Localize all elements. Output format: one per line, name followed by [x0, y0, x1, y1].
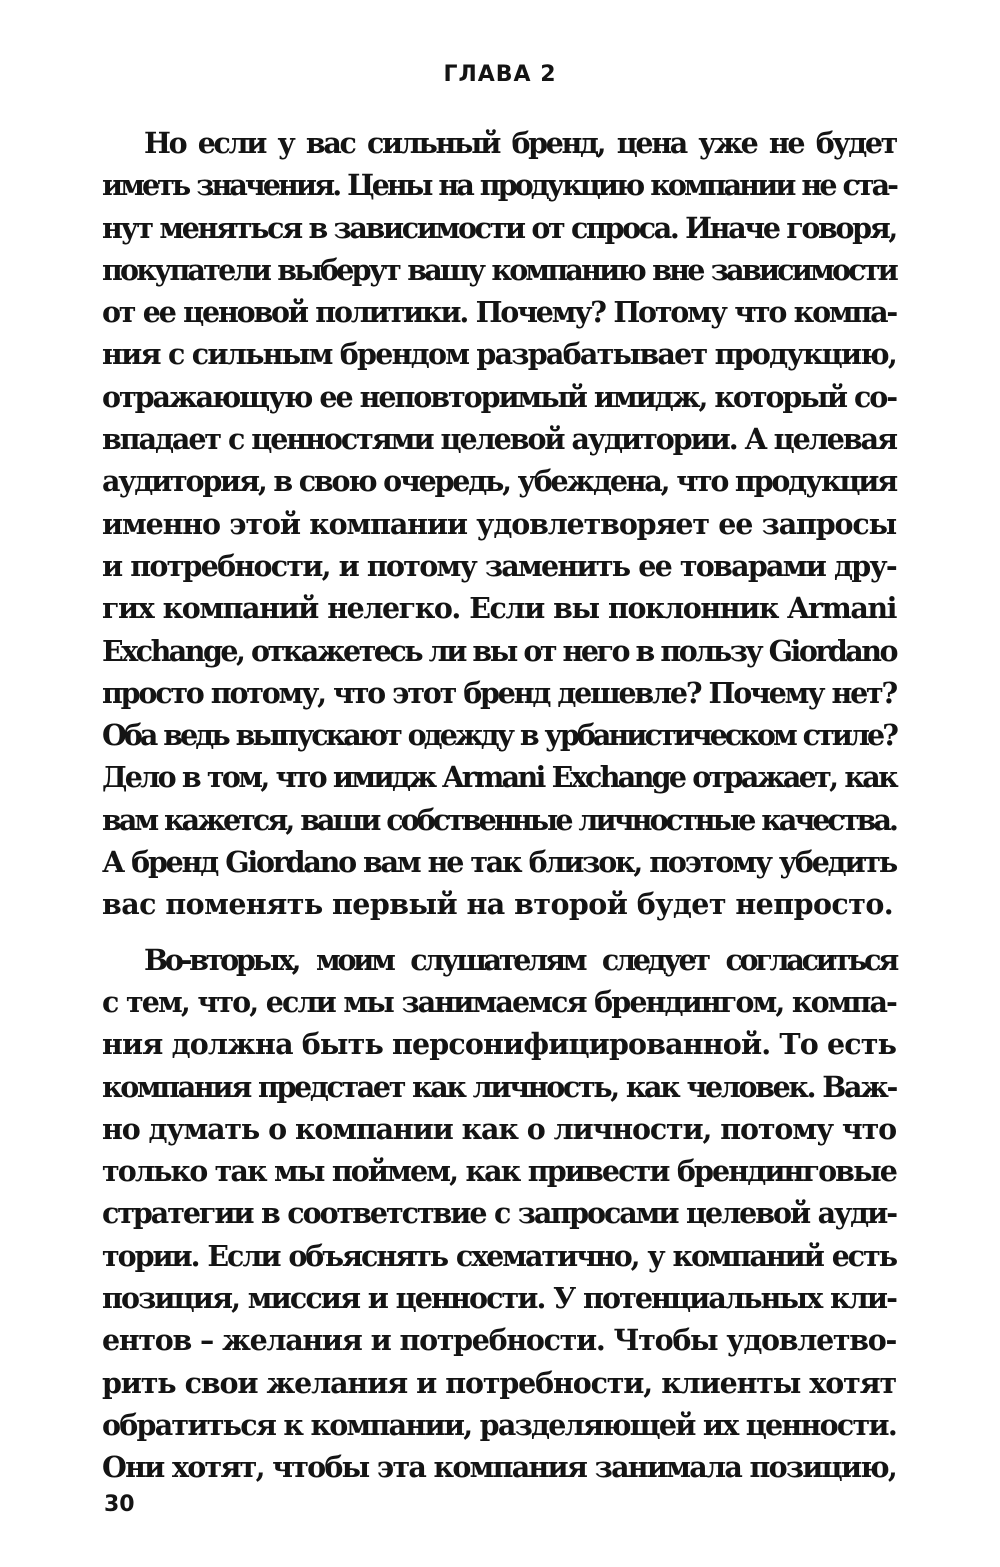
text-line: обратиться к компании, разделяющей их ценности.	[102, 1407, 896, 1442]
text-line: ния должна быть персонифицированной. То есть	[102, 1027, 897, 1062]
text-line: Они хотят, чтобы эта компания занимала позицию,	[102, 1450, 896, 1485]
text-line: только так мы поймем, как привести брендинговые	[102, 1154, 896, 1189]
text-line: от ее ценовой политики. Почему? Потому что компа-	[102, 295, 896, 330]
paragraph-2	[102, 939, 896, 1489]
page-number: 30	[104, 1492, 135, 1517]
text-line: впадает с ценностями целевой аудитории. А целевая	[102, 422, 896, 457]
text-line: ния с сильным брендом разрабатывает продукцию,	[102, 337, 897, 372]
text-line: отражающую ее неповторимый имидж, который со-	[102, 379, 896, 414]
text-line: ентов – желания и потребности. Чтобы удовлетво-	[102, 1323, 896, 1358]
text-line: иметь значения. Цены на продукцию компании не ста-	[102, 168, 896, 203]
text-line: аудитория, в свою очередь, убеждена, что продукция	[102, 464, 896, 499]
text-line: нут меняться в зависимости от спроса. Иначе говоря,	[102, 210, 896, 245]
text-line: вас поменять первый на второй будет непросто.	[102, 887, 894, 922]
text-line: позиция, миссия и ценности. У потенциальных кли-	[102, 1281, 896, 1316]
text-line: Но если у вас сильный бренд, цена уже не будет	[144, 126, 896, 160]
text-line: рить свои желания и потребности, клиенты хотят	[102, 1365, 896, 1400]
text-line: покупатели выберут вашу компанию вне зависимости	[102, 252, 896, 287]
text-line: тории. Если объяснять схематично, у компаний есть	[102, 1238, 896, 1273]
text-line: но думать о компании как о личности, потому что	[102, 1111, 896, 1146]
text-line: Дело в том, что имидж Armani Exchange отражает, как	[102, 760, 896, 795]
text-line: именно этой компании удовлетворяет ее запросы	[102, 506, 896, 541]
running-head: ГЛАВА 2	[443, 62, 557, 87]
text-line: просто потому, что этот бренд дешевле? Почему нет?	[102, 675, 896, 710]
text-line: с тем, что, если мы занимаемся брендингом, компа-	[102, 984, 896, 1019]
text-line: вам кажется, ваши собственные личностные качества.	[102, 802, 896, 837]
text-line: и потребности, и потому заменить ее товарами дру-	[102, 548, 896, 583]
paragraph-1	[102, 122, 896, 926]
text-line: Во-вторых, моим слушателям следует согласиться	[144, 942, 896, 977]
text-line: стратегии в соответствие с запросами целевой ауди-	[102, 1196, 896, 1231]
text-line: гих компаний нелегко. Если вы поклонник Armani	[102, 591, 896, 626]
text-line: А бренд Giordano вам не так близок, поэтому убедить	[102, 845, 896, 880]
text-line: компания предстает как личность, как человек. Важ-	[102, 1069, 896, 1104]
text-line: Exchange, откажетесь ли вы от него в пользу Giordano	[102, 633, 896, 668]
text-line: Оба ведь выпускают одежду в урбанистическом стиле?	[102, 718, 896, 753]
body-text	[102, 122, 896, 1489]
